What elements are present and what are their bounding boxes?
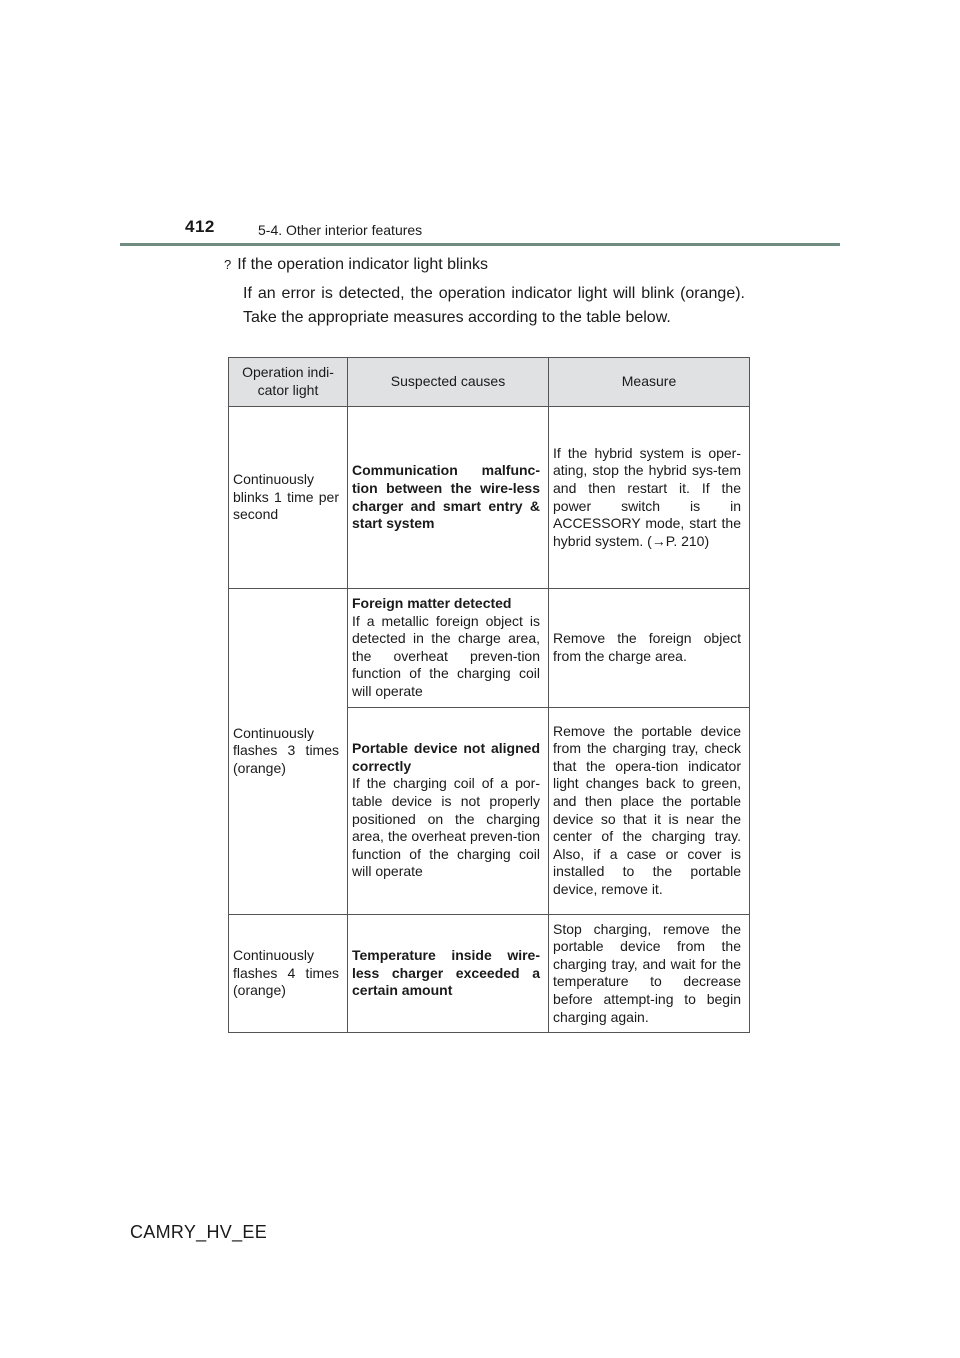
section-title: 5-4. Other interior features [258,222,423,238]
indicator-table [228,357,750,1033]
cause-cell [348,707,549,914]
measure-cell: Remove the foreign object from the charge area. [549,589,750,708]
cause-cell [348,914,549,1033]
header-divider [120,243,840,246]
cause-description: If the charging coil of a por-table device is not properly positioned on the charging area, the overheat preven-tion function of the charging coil will operate [352,775,540,880]
cause-cell [348,407,549,589]
cause-description: If a metallic foreign object is detected in the charge area, the overheat preven-tion function of the charging coil will operate [352,612,540,699]
bullet-marker-icon: ? [224,257,232,272]
column-header-light: Operation indi-cator light [229,358,348,407]
cause-title: Foreign matter detected [352,595,512,611]
cause-title: Communication malfunc-tion between the wire-less charger and smart entry & start system [352,462,540,532]
model-code: CAMRY_HV_EE [130,1222,268,1242]
cause-title: Portable device not aligned correctly [352,740,540,774]
section-heading-text: If the operation indicator light blinks [237,256,489,273]
measure-cell: Remove the portable device from the charging tray, check that the opera-tion indicator light changes back to green, and then place the portable device so that it is near the center of the charging tray. Also, if a case or cover is installed to the portable device, remove it. [549,707,750,914]
table-row [229,589,750,708]
cause-cell [348,589,549,708]
table-header-row [229,358,750,407]
indicator-light-cell: Continuously blinks 1 time per second [229,407,348,589]
measure-cell: If the hybrid system is oper-ating, stop the hybrid sys-tem and then restart it. If the power switch is in ACCESSORY mode, start the hybrid system. (→P. 210) [549,407,750,589]
intro-paragraph: If an error is detected, the operation indicator light will blink (orange). Take the appropriate measures according to the table below. [243,285,745,326]
section-heading [224,256,488,274]
page-number: 412 [185,217,215,236]
indicator-light-cell: Continuously flashes 4 times (orange) [229,914,348,1033]
indicator-light-cell: Continuously flashes 3 times (orange) [229,589,348,915]
table-row [229,914,750,1033]
table-row [229,407,750,589]
column-header-measure: Measure [549,358,750,407]
measure-cell: Stop charging, remove the portable device from the charging tray, and wait for the temperature to decrease before attempt-ing to begin charging again. [549,914,750,1033]
cause-title: Temperature inside wire-less charger exceeded a certain amount [352,946,540,999]
column-header-causes: Suspected causes [348,358,549,407]
